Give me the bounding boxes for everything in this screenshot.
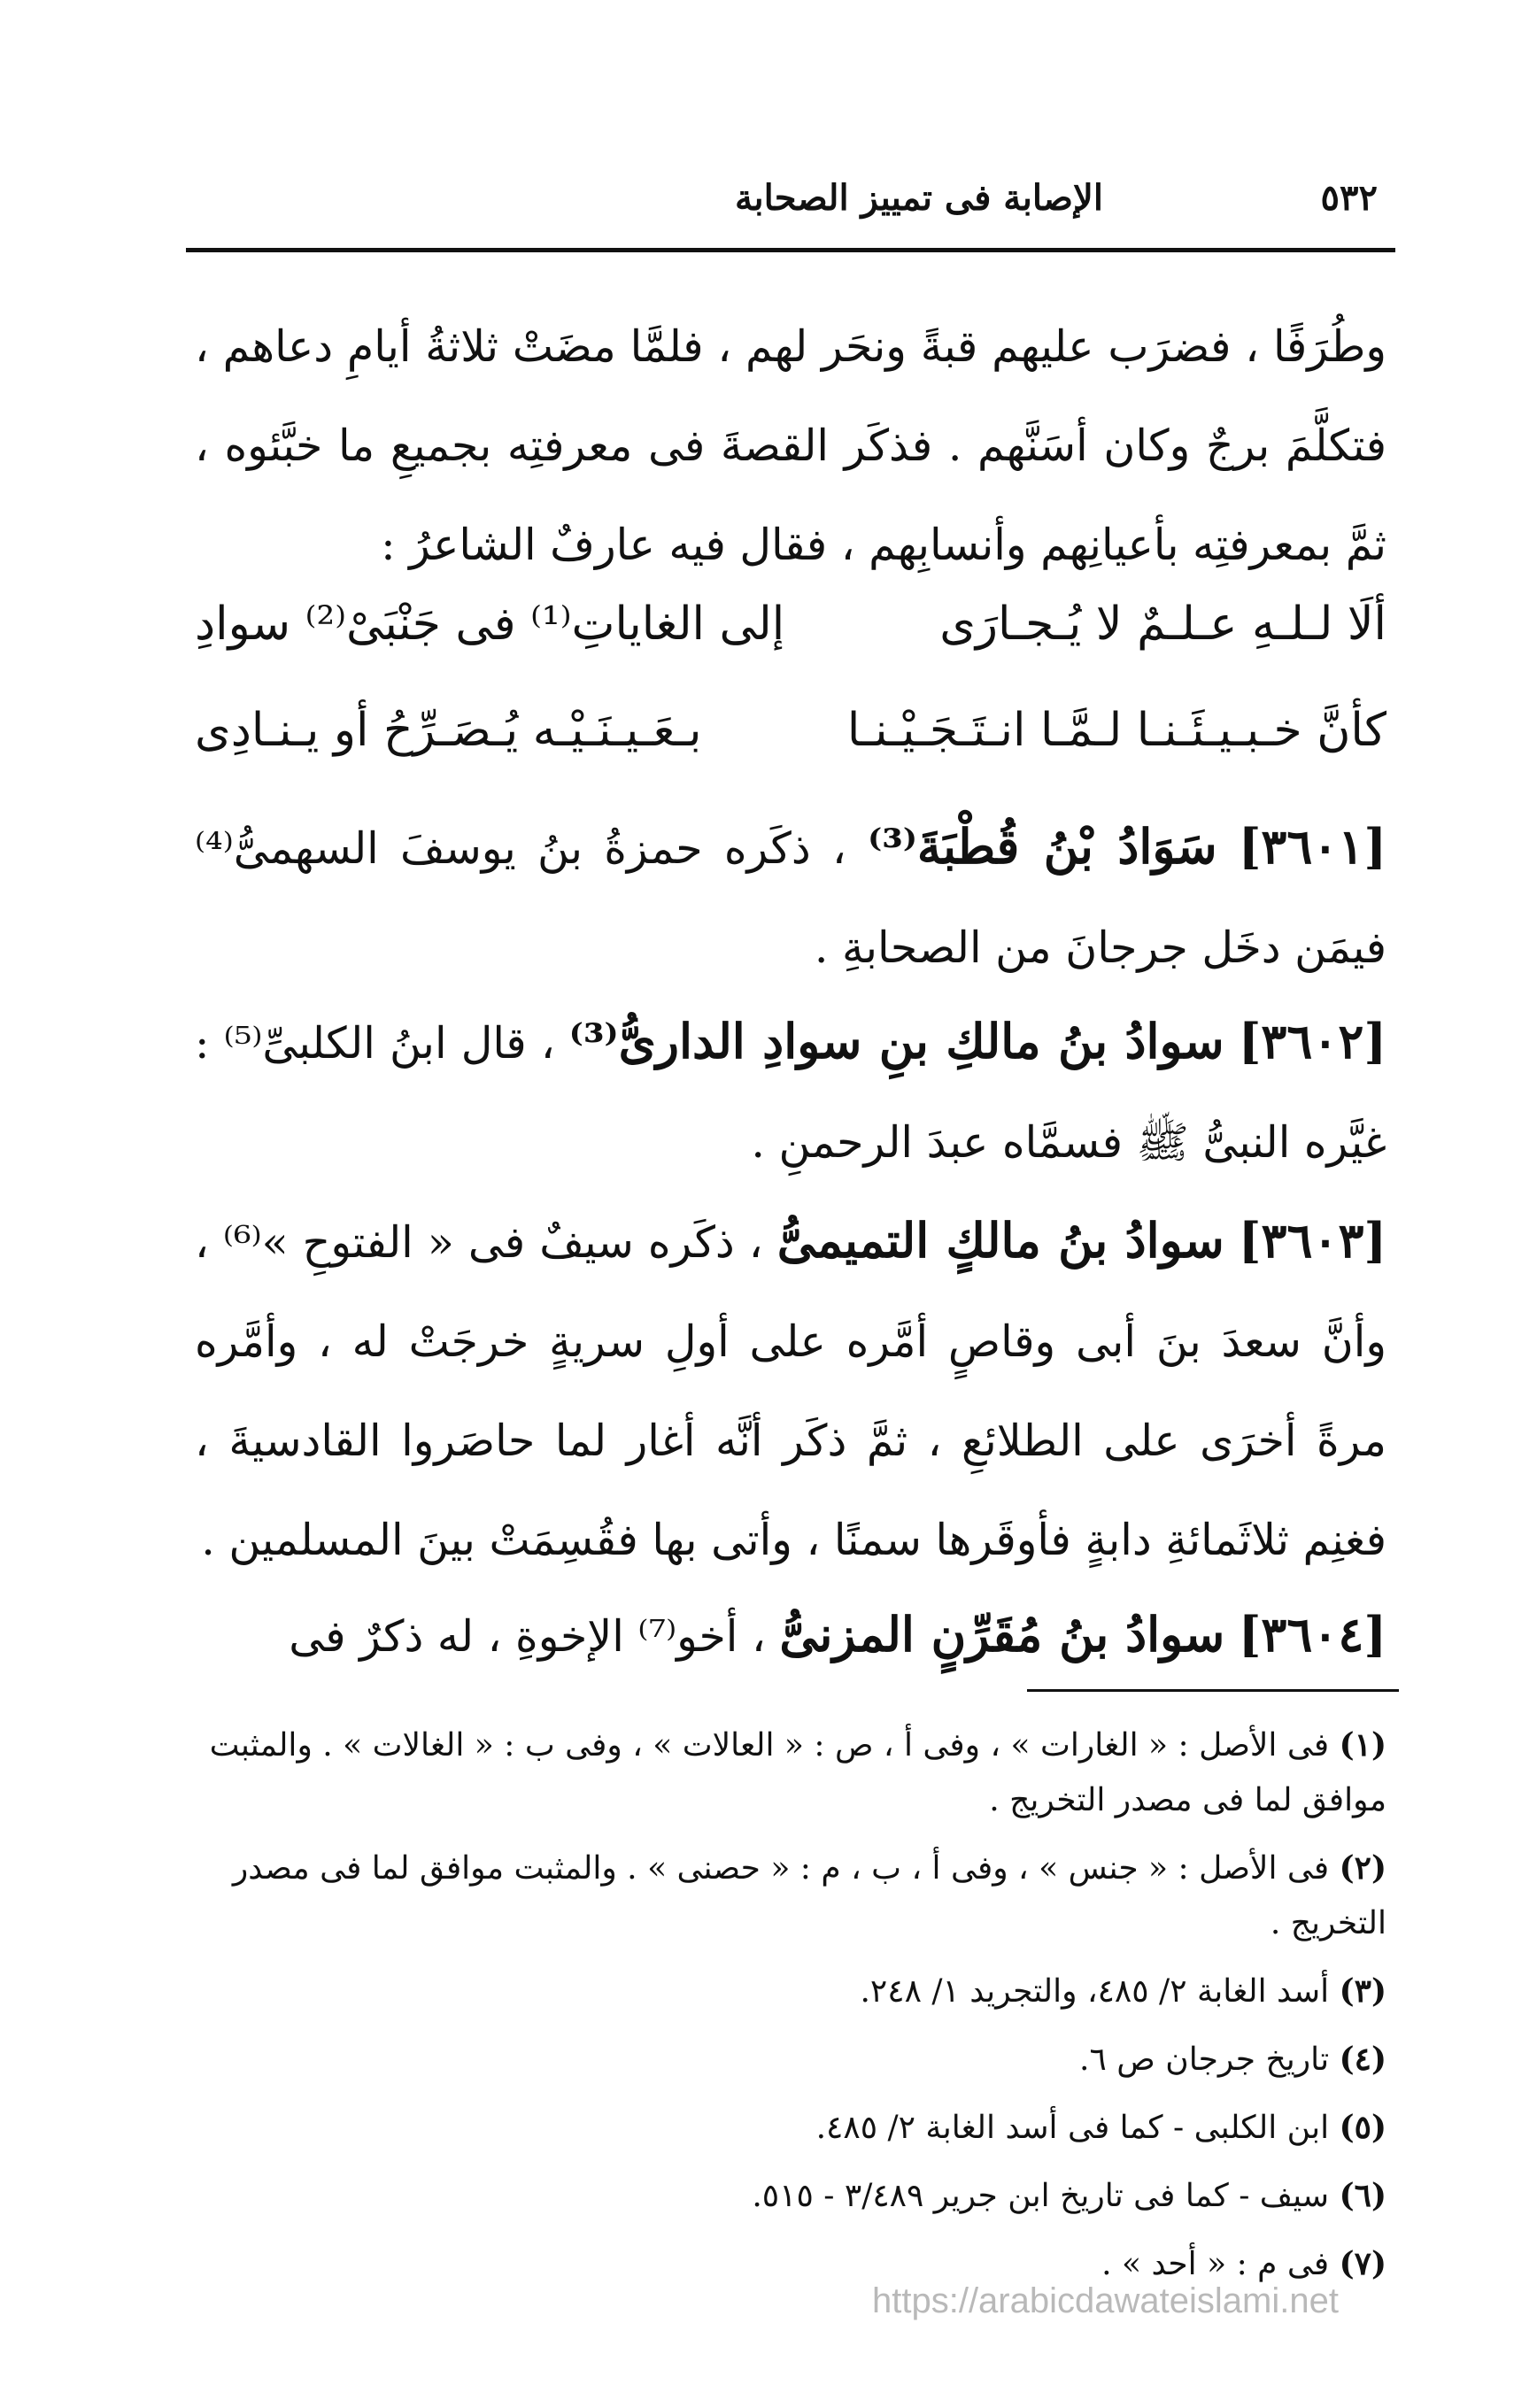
footnote-text: سيف - كما فى تاريخ ابن جرير ٣/٤٨٩ - ٥١٥. <box>752 2178 1330 2214</box>
footnote-text: تاريخ جرجان ص ٦. <box>1079 2041 1330 2078</box>
footnote-number: (٧) <box>1339 2245 1386 2282</box>
page-header <box>186 170 1395 232</box>
entry-text: ، أخو⁽⁷⁾ الإخوةِ ، له ذكرٌ فى <box>289 1611 780 1662</box>
poem-verse <box>195 704 1386 801</box>
entry-name: سوادُ بنُ مالكِ بنِ سوادِ الدارىُّ⁽³⁾ <box>568 1013 1224 1069</box>
poem-verse <box>195 598 1386 695</box>
footnote-item <box>195 1964 1386 2019</box>
footnote-item <box>195 2100 1386 2156</box>
entry-number: [٣٦٠١] <box>1238 818 1386 875</box>
footnote-item <box>195 1841 1386 1951</box>
footnote-number: (٥) <box>1339 2109 1386 2146</box>
footnote-text: ابن الكلبى - كما فى أسد الغابة ٢/ ٤٨٥. <box>815 2110 1330 2146</box>
page-number: ٥٣٢ <box>1320 177 1378 219</box>
footnote-number: (٣) <box>1339 1972 1386 2010</box>
footnote-number: (٦) <box>1339 2177 1386 2214</box>
biography-entry <box>195 797 1386 998</box>
biography-entry <box>195 992 1386 1192</box>
footnote-number: (٤) <box>1339 2041 1386 2078</box>
entry-name: سوادُ بنُ مالكٍ التميمىُّ <box>776 1212 1224 1269</box>
watermark-url: https://arabicdawateislami.net <box>872 2281 1339 2320</box>
hemistich-right: ألَا لـلـهِ عـلـمٌ لا يُـجـارَى <box>939 598 1386 651</box>
entry-number: [٣٦٠٤] <box>1238 1606 1386 1663</box>
hemistich-right: كأنَّ خـبـيـئَـنـا لـمَّـا انـتَـجَـيْـنـا <box>846 704 1386 757</box>
hemistich-left: إلى الغاياتِ⁽¹⁾ فى جَنْبَىْ⁽²⁾ سوادِ <box>195 598 785 651</box>
entry-name: سوادُ بنُ مُقَرِّنٍ المزنىُّ <box>779 1606 1225 1663</box>
footnotes <box>195 1717 1386 2304</box>
footnote-text: أسد الغابة ٢/ ٤٨٥، والتجريد ١/ ٢٤٨. <box>860 1973 1330 2010</box>
footnote-text: فى الأصل : « جنس » ، وفى أ ، ب ، م : « حصنى » . والمثبت موافق لما فى مصدر التخريج . <box>232 1850 1386 1941</box>
footnote-number: (٢) <box>1339 1849 1386 1887</box>
entry-number: [٣٦٠٣] <box>1238 1212 1387 1269</box>
opening-paragraph: وطُرَفًا ، فضرَب عليهم قبةً ونحَر لهم ، فلمَّا مضَتْ ثلاثةُ أيامِ دعاهم ، فتكلَّمَ برجٌ وكان أسَنَّهم . فذكَر القصةَ فى معرفتِه بجميعِ ما خبَّئوه ، ثمَّ بمعرفتِه بأعيانِهم وأنسابِهم ، فقال فيه عارفٌ الشاعرُ : <box>195 321 1386 570</box>
book-title: الإصابة فى تمييز الصحابة <box>735 177 1103 219</box>
hemistich-left: بـعَـيـنَـيْـه يُـصَـرِّحُ أو يـنـادِى <box>195 704 702 757</box>
biography-entry <box>195 1191 1386 1590</box>
footnote-item <box>195 2168 1386 2224</box>
entry-text: ، ذكَره حمزةُ بنُ يوسفَ السهمىُّ⁽⁴⁾ فيمَن دخَل جرجانَ من الصحابةِ . <box>195 823 1386 973</box>
entry-name: سَوَادُ بْنُ قُطْبَةَ⁽³⁾ <box>868 818 1217 875</box>
footnote-item <box>195 2032 1386 2088</box>
entry-text: ، ذكَره سيفٌ فى « الفتوحِ »⁽⁶⁾ ، وأنَّ سعدَ بنَ أبى وقاصٍ أمَّره على أولِ سريةٍ خرجَتْ له ، وأمَّره مرةً أخرَى على الطلائعِ ، ثمَّ ذكَر أنَّه أغار لما حاصَروا القادسيةَ ، فغنِم ثلاثَمائةِ دابةٍ فأوقَرها سمنًا ، وأتى بها فقُسِمَتْ بينَ المسلمين . <box>195 1217 1386 1565</box>
footnote-rule <box>1027 1689 1399 1692</box>
footnote-text: فى م : « أحد » . <box>1101 2246 1330 2282</box>
footnote-item <box>195 1717 1386 1828</box>
footnote-number: (١) <box>1339 1726 1386 1764</box>
biography-entry <box>195 1585 1386 1686</box>
entry-number: [٣٦٠٢] <box>1238 1013 1386 1069</box>
entry-text: ، قال ابنُ الكلبىِّ⁽⁵⁾ : غيَّره النبىُّ ﷺ فسمَّاه عبدَ الرحمنِ . <box>195 1018 1386 1168</box>
footnote-text: فى الأصل : « الغارات » ، وفى أ ، ص : « العالات » ، وفى ب : « الغالات » . والمثبت موافق لما فى مصدر التخريج . <box>209 1727 1386 1818</box>
header-rule <box>186 248 1395 252</box>
